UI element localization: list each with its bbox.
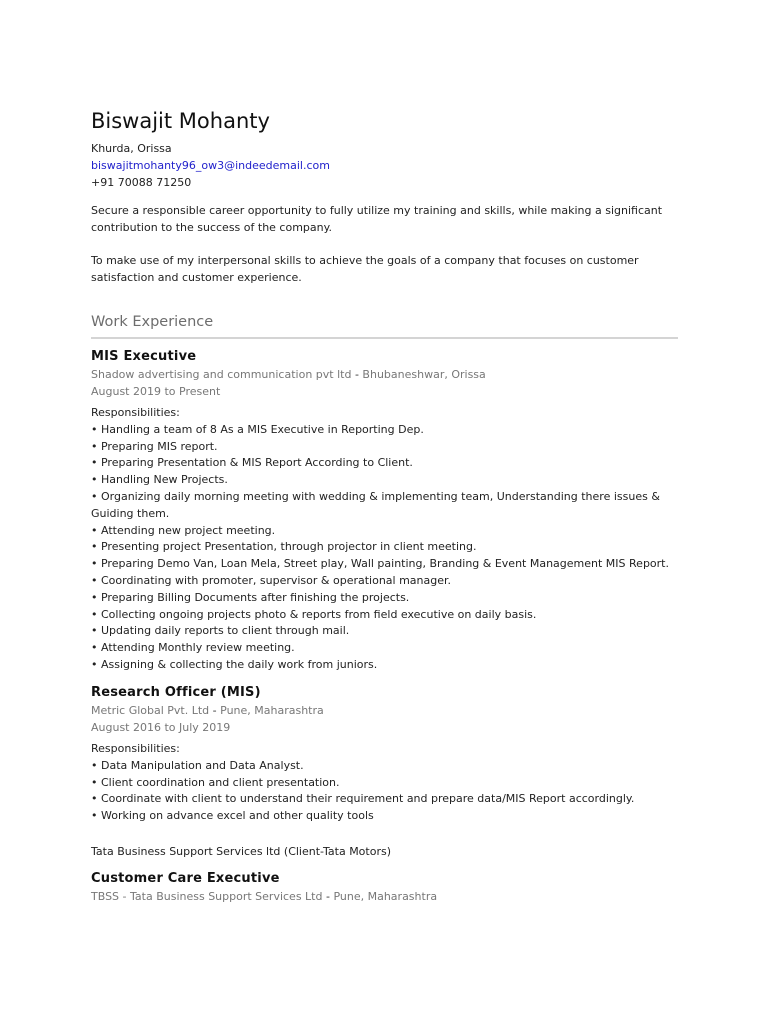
list-item: • Handling a team of 8 As a MIS Executive in Reporting Dep. — [91, 422, 424, 436]
separator: - — [209, 704, 221, 717]
job-entry-customer-care-executive — [91, 870, 685, 905]
section-divider — [91, 337, 678, 339]
job-dates: August 2016 to July 2019 — [91, 721, 231, 734]
company-name: TBSS - Tata Business Support Services Ltd — [91, 890, 323, 903]
company-name: Shadow advertising and communication pvt ltd — [91, 368, 352, 381]
summary-paragraph-1: Secure a responsible career opportunity to fully utilize my training and skills, while making a significant contribution to the success of the company. — [91, 204, 663, 234]
summary-paragraph-2: To make use of my interpersonal skills to achieve the goals of a company that focuses on customer satisfaction and customer experience. — [91, 254, 639, 284]
list-item: • Attending Monthly review meeting. — [91, 641, 295, 655]
job-location: Pune, Maharashtra — [333, 890, 438, 903]
list-item: • Client coordination and client presentation. — [91, 775, 340, 789]
job-dates: August 2019 to Present — [91, 385, 221, 398]
separator: - — [322, 890, 334, 903]
list-item: • Data Manipulation and Data Analyst. — [91, 758, 304, 772]
job-entry-mis-executive — [91, 348, 685, 674]
section-title-work-experience: Work Experience — [91, 314, 214, 330]
email-link[interactable]: biswajitmohanty96_ow3@indeedemail.com — [91, 159, 330, 172]
responsibilities — [91, 405, 685, 674]
list-item: • Coordinate with client to understand their requirement and prepare data/MIS Report accordingly. — [91, 792, 635, 806]
list-item: • Preparing Billing Documents after finishing the projects. — [91, 590, 410, 604]
responsibilities-label: Responsibilities: — [91, 406, 180, 419]
job-title: MIS Executive — [91, 349, 197, 364]
phone: +91 70088 71250 — [91, 176, 192, 189]
job-title: Research Officer (MIS) — [91, 685, 261, 700]
job-location: Bhubaneshwar, Orissa — [362, 368, 486, 381]
responsibilities — [91, 741, 685, 825]
job-title: Customer Care Executive — [91, 871, 280, 886]
list-item: • Presenting project Presentation, through projector in client meeting. — [91, 540, 477, 554]
list-item: • Coordinating with promoter, supervisor & operational manager. — [91, 573, 452, 587]
location: Khurda, Orissa — [91, 142, 172, 155]
list-item: • Handling New Projects. — [91, 473, 228, 487]
client-note: Tata Business Support Services ltd (Client-Tata Motors) — [91, 845, 391, 858]
company-name: Metric Global Pvt. Ltd — [91, 704, 210, 717]
job-location: Pune, Maharashtra — [220, 704, 324, 717]
list-item: • Assigning & collecting the daily work from juniors. — [91, 657, 378, 671]
list-item: • Updating daily reports to client through mail. — [91, 624, 350, 638]
contact-block — [91, 140, 330, 191]
candidate-name: Biswajit Mohanty — [91, 109, 270, 133]
list-item: • Working on advance excel and other quality tools — [91, 809, 374, 823]
list-item: • Preparing Demo Van, Loan Mela, Street play, Wall painting, Branding & Event Management MIS Report. — [91, 557, 669, 571]
separator: - — [351, 368, 363, 381]
job-employer — [91, 888, 685, 905]
job-entry-research-officer — [91, 684, 685, 825]
responsibilities-label: Responsibilities: — [91, 742, 180, 755]
list-item: • Preparing Presentation & MIS Report According to Client. — [91, 456, 413, 470]
list-item: • Attending new project meeting. — [91, 523, 276, 537]
list-item: • Organizing daily morning meeting with wedding & implementing team, Understanding there issues & Guiding them. — [91, 489, 660, 520]
list-item: • Collecting ongoing projects photo & reports from field executive on daily basis. — [91, 607, 537, 621]
job-employer — [91, 702, 685, 719]
list-item: • Preparing MIS report. — [91, 439, 218, 453]
job-employer — [91, 366, 685, 383]
